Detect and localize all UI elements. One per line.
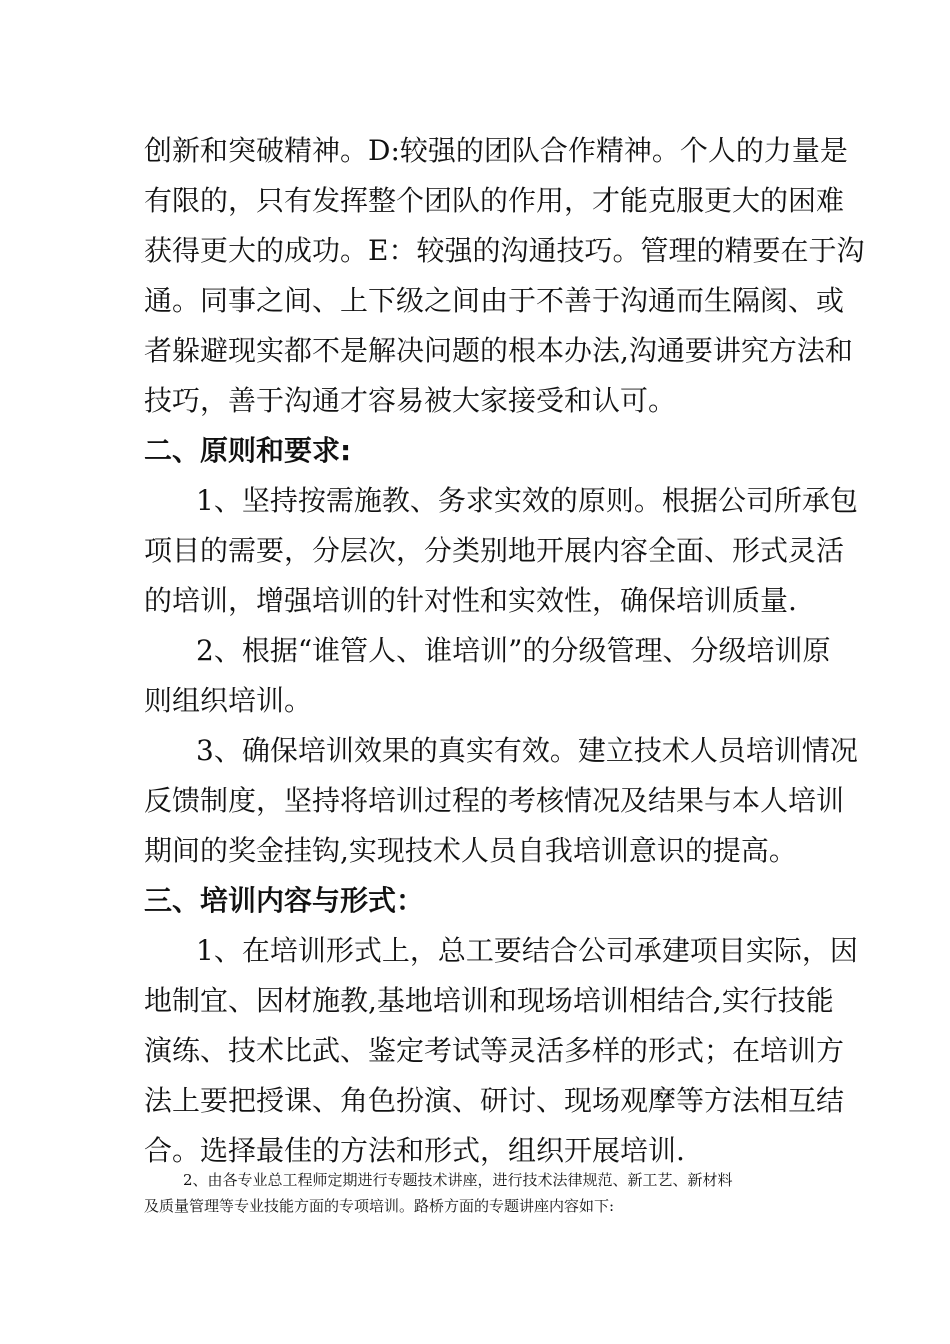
- body-text-line: 技巧，善于沟通才容易被大家接受和认可。: [144, 384, 677, 417]
- paragraph-line: 期间的奖金挂钩,实现技术人员自我培训意识的提高。: [144, 834, 797, 867]
- paragraph-line: 合。选择最佳的方法和形式，组织开展培训.: [144, 1134, 685, 1167]
- paragraph-line: 2、根据“谁管人、谁培训”的分级管理、分级培训原: [196, 634, 831, 667]
- paragraph-line: 演练、技术比武、鉴定考试等灵活多样的形式；在培训方: [144, 1034, 845, 1067]
- paragraph-line: 法上要把授课、角色扮演、研讨、现场观摩等方法相互结: [144, 1084, 845, 1117]
- paragraph-line: 1、坚持按需施教、务求实效的原则。根据公司所承包: [196, 484, 858, 517]
- paragraph-line: 地制宜、因材施教,基地培训和现场培训相结合,实行技能: [144, 984, 834, 1017]
- paragraph-line: 反馈制度，坚持将培训过程的考核情况及结果与本人培训: [144, 784, 845, 817]
- body-text-line: 者躲避现实都不是解决问题的根本办法,沟通要讲究方法和: [144, 334, 853, 367]
- paragraph-line: 3、确保培训效果的真实有效。建立技术人员培训情况: [196, 734, 858, 767]
- body-text-line: 有限的，只有发挥整个团队的作用，才能克服更大的困难: [144, 184, 845, 217]
- body-text-line: 获得更大的成功。E：较强的沟通技巧。管理的精要在于沟: [144, 234, 865, 267]
- body-text-line: 通。同事之间、上下级之间由于不善于沟通而生隔阂、或: [144, 284, 845, 317]
- paragraph-line: 1、在培训形式上，总工要结合公司承建项目实际，因: [196, 934, 858, 967]
- section-heading: 二、原则和要求:: [144, 434, 352, 467]
- section-heading: 三、培训内容与形式：: [144, 884, 425, 917]
- paragraph-line: 的培训，增强培训的针对性和实效性，确保培训质量.: [144, 584, 797, 617]
- paragraph-line: 则组织培训。: [144, 684, 313, 717]
- body-text-line: 创新和突破精神。D:较强的团队合作精神。个人的力量是: [144, 134, 848, 167]
- small-paragraph-line: 2、由各专业总工程师定期进行专题技术讲座，进行技术法律规范、新工艺、新材料: [183, 1171, 733, 1189]
- paragraph-line: 项目的需要，分层次，分类别地开展内容全面、形式灵活: [144, 534, 845, 567]
- small-paragraph-line: 及质量管理等专业技能方面的专项培训。路桥方面的专题讲座内容如下:: [144, 1197, 615, 1215]
